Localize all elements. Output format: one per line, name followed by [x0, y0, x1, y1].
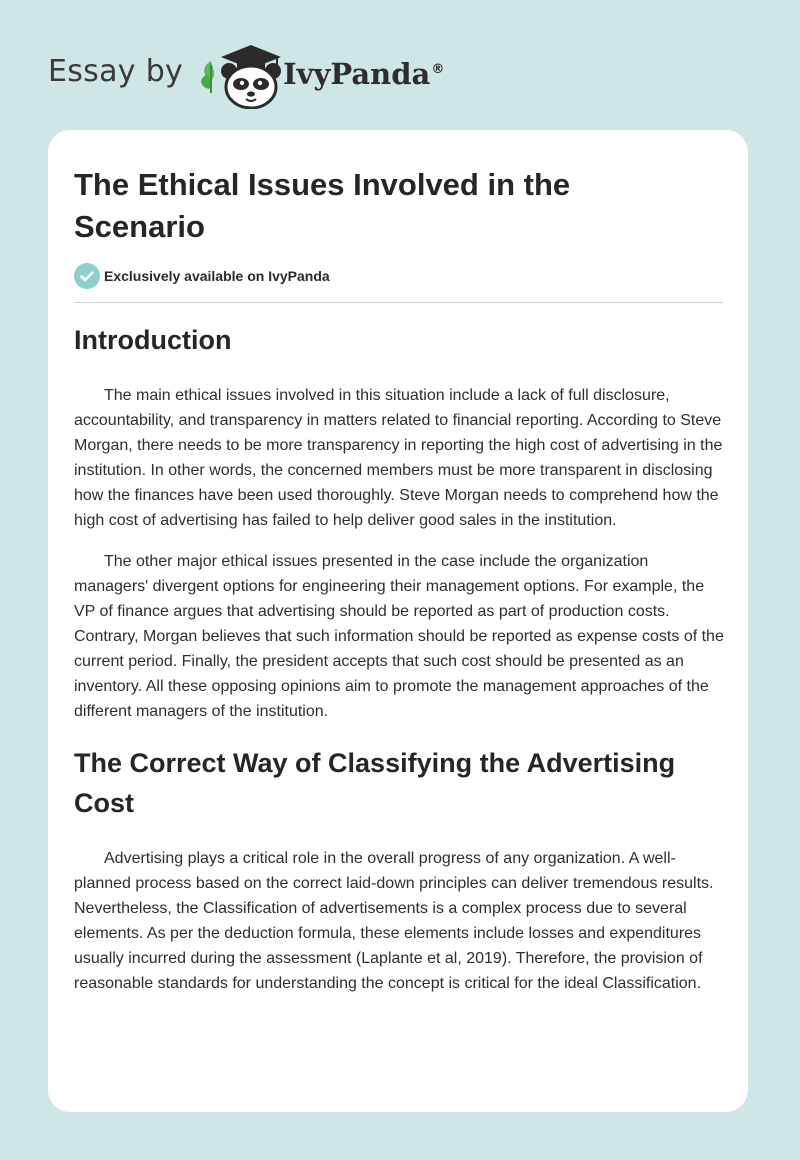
brand-prefix: Essay by	[48, 53, 184, 89]
exclusive-label: Exclusively available on IvyPanda	[104, 268, 330, 284]
registered-mark: ®	[431, 62, 445, 78]
title-divider	[74, 302, 723, 303]
site-brand[interactable]	[48, 36, 444, 110]
section-classifying-advertising-cost	[74, 743, 726, 996]
panda-logo-icon	[197, 37, 289, 109]
brand-name: IvyPanda®	[283, 57, 445, 91]
section-heading: The Correct Way of Classifying the Advertising Cost	[74, 748, 676, 818]
check-circle-icon	[74, 263, 100, 289]
essay-card	[48, 130, 748, 1112]
paragraph: Advertising plays a critical role in the overall progress of any organization. A well-planned process based on the correct laid-down principles can deliver tremendous results. Nevertheless, the Classification of advertisements is a complex process due to several elements. As per the deduction formula, these elements include losses and expenditures usually incurred during the assessment (Laplante et al, 2019). Therefore, the provision of reasonable standards for understanding the concept is critical for the ideal Classification.	[74, 850, 714, 992]
paragraph: The other major ethical issues presented in the case include the organization managers' divergent options for engineering their management options. For example, the VP of finance argues that advertising should be reported as part of production costs. Contrary, Morgan believes that such information should be reported as expense costs of the current period. Finally, the president accepts that such cost should be presented as an inventory. All these opposing opinions aim to promote the management approaches of the different managers of the institution.	[74, 553, 724, 720]
essay-title: The Ethical Issues Involved in the Scenario	[74, 167, 571, 244]
paragraph: The main ethical issues involved in this situation include a lack of full disclosure, accountability, and transparency in matters related to financial reporting. According to Steve Morgan, there needs to be more transparency in reporting the high cost of advertising in the institution. In other words, the concerned members must be more transparent in disclosing how the finances have been used thoroughly. Steve Morgan needs to comprehend how the high cost of advertising has failed to help deliver good sales in the institution.	[74, 387, 723, 529]
exclusive-badge	[74, 263, 330, 289]
section-heading: Introduction	[74, 325, 232, 355]
essay-body	[74, 320, 726, 996]
section-introduction	[74, 320, 726, 724]
